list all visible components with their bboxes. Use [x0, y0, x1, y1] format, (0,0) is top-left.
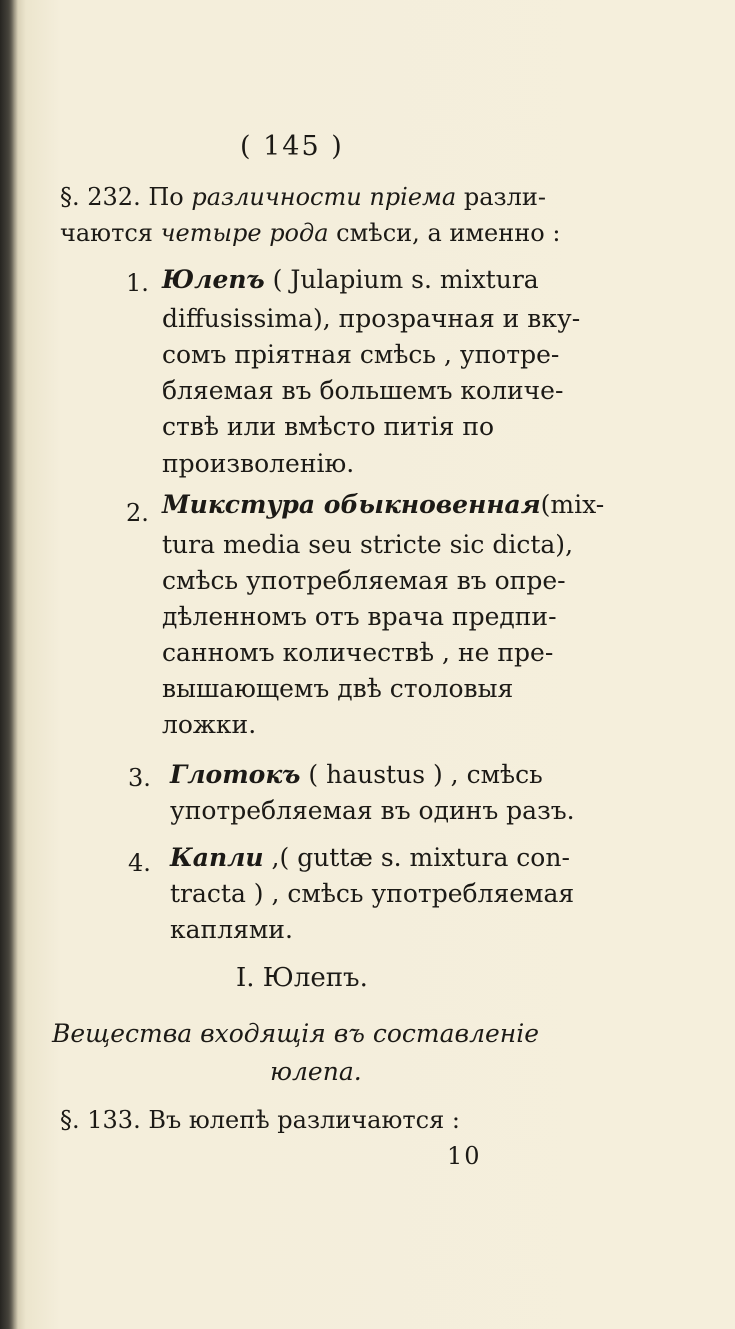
section-232-line-2 — [60, 218, 560, 248]
term-span: Юлепъ — [162, 265, 265, 294]
list-item-line: бляемая въ большемъ количе- — [162, 376, 564, 405]
text-span: (mix- — [540, 490, 605, 519]
text-span: чаются — [60, 219, 161, 247]
term-span: Глотокъ — [170, 760, 301, 789]
list-item-number: 2. — [126, 499, 149, 527]
text-span: §. 232. По — [60, 183, 192, 211]
list-item-number: 3. — [128, 764, 151, 792]
text-span: смѣси, а именно : — [328, 219, 561, 247]
text-span: ( Julapium s. mixtura — [264, 265, 539, 294]
text-span: разли- — [456, 183, 546, 211]
list-item-line: произволенію. — [162, 449, 355, 478]
list-item-line: сомъ пріятная смѣсь , употре- — [162, 340, 560, 369]
list-item-line — [162, 265, 539, 295]
list-item-line — [162, 490, 604, 520]
list-item-line: tura media seu stricte sic dicta), — [162, 530, 574, 559]
text-span: ,( guttæ s. mixtura con- — [263, 843, 570, 872]
list-item-line: дѣленномъ отъ врача предпи- — [162, 602, 557, 631]
list-item-number: 4. — [128, 849, 151, 877]
section-232-line-1 — [60, 182, 546, 212]
subheading-line-2: юлепа. — [270, 1057, 362, 1086]
subheading-line-1: Вещества входящія въ составленіе — [52, 1019, 540, 1048]
list-item-line: каплями. — [170, 915, 293, 944]
list-item-line: вышающемъ двѣ столовыя — [162, 674, 514, 703]
list-item-line — [170, 843, 570, 873]
text-span: ( haustus ) , смѣсь — [300, 760, 543, 789]
list-item-line: санномъ количествѣ , не пре- — [162, 638, 554, 667]
list-item-line: ложки. — [162, 710, 257, 739]
section-133: §. 133. Въ юлепѣ различаются : — [60, 1106, 460, 1134]
list-item-number: 1. — [126, 269, 149, 297]
term-span: Капли — [170, 843, 264, 872]
book-gutter — [0, 0, 18, 1329]
emphasis-span: различности пріема — [191, 183, 457, 211]
page-number: ( 145 ) — [240, 131, 344, 162]
list-item-line: употребляемая въ одинъ разъ. — [170, 796, 575, 825]
list-item-line — [170, 760, 543, 790]
signature-mark: 10 — [447, 1142, 482, 1170]
list-item-line: ствѣ или вмѣсто питія по — [162, 412, 495, 441]
list-item-line: tracta ) , смѣсь употребляемая — [170, 879, 575, 908]
chapter-heading: I. Юлепъ. — [236, 963, 368, 993]
term-span: Микстура обыкновенная — [162, 490, 541, 519]
list-item-line: diffusissima), прозрачная и вку- — [162, 304, 581, 333]
list-item-line: смѣсь употребляемая въ опре- — [162, 566, 566, 595]
emphasis-span: четыре рода — [160, 219, 329, 247]
